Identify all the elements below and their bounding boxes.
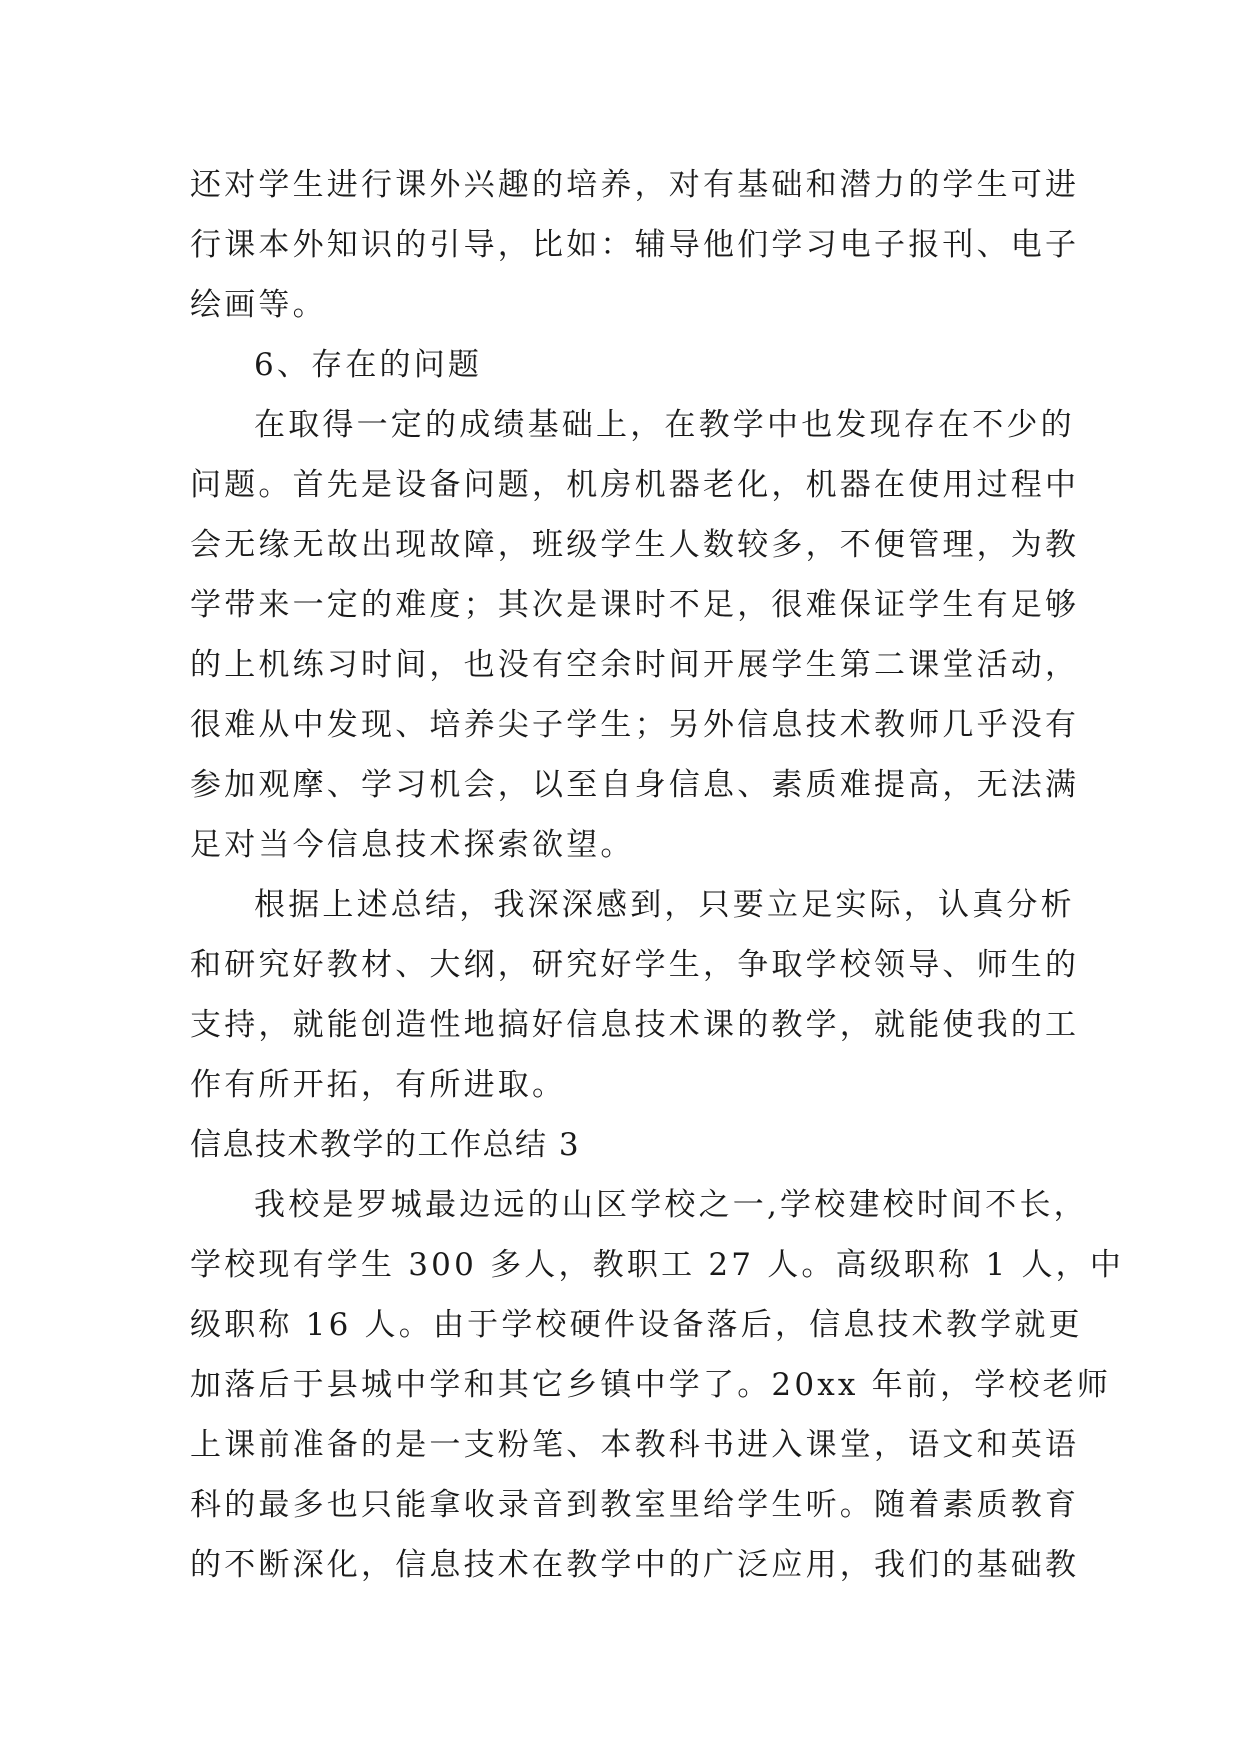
paragraph-line: 和研究好教材、大纲，研究好学生，争取学校领导、师生的 (190, 947, 1080, 983)
paragraph-line: 支持，就能创造性地搞好信息技术课的教学，就能使我的工 (190, 1007, 1080, 1043)
paragraph-line: 在取得一定的成绩基础上，在教学中也发现存在不少的 (254, 407, 1075, 443)
paragraph-line: 作有所开拓，有所进取。 (190, 1067, 567, 1103)
paragraph-line: 还对学生进行课外兴趣的培养，对有基础和潜力的学生可进 (190, 167, 1080, 203)
paragraph-line: 的不断深化，信息技术在教学中的广泛应用，我们的基础教 (190, 1547, 1080, 1583)
paragraph-line: 加落后于县城中学和其它乡镇中学了。20xx 年前，学校老师 (190, 1367, 1112, 1403)
paragraph-line: 足对当今信息技术探索欲望。 (190, 827, 635, 863)
paragraph-line: 的上机练习时间，也没有空余时间开展学生第二课堂活动， (190, 647, 1080, 683)
paragraph-line: 根据上述总结，我深深感到，只要立足实际，认真分析 (254, 887, 1075, 923)
paragraph-line: 绘画等。 (190, 287, 327, 323)
document-title: 信息技术教学的工作总结 3 (190, 1127, 581, 1163)
paragraph-line: 级职称 16 人。由于学校硬件设备落后，信息技术教学就更 (190, 1307, 1083, 1343)
paragraph-line: 学校现有学生 300 多人，教职工 27 人。高级职称 1 人，中 (190, 1247, 1125, 1283)
paragraph-line: 参加观摩、学习机会，以至自身信息、素质难提高，无法满 (190, 767, 1080, 803)
paragraph-line: 问题。首先是设备问题，机房机器老化，机器在使用过程中 (190, 467, 1080, 503)
document-body (190, 155, 1125, 1595)
paragraph-line: 行课本外知识的引导，比如：辅导他们学习电子报刊、电子 (190, 227, 1080, 263)
paragraph-line: 学带来一定的难度；其次是课时不足，很难保证学生有足够 (190, 587, 1080, 623)
paragraph-line: 会无缘无故出现故障，班级学生人数较多，不便管理，为教 (190, 527, 1080, 563)
paragraph-line: 很难从中发现、培养尖子学生；另外信息技术教师几乎没有 (190, 707, 1080, 743)
section-heading: 6、存在的问题 (254, 347, 483, 383)
paragraph-line: 我校是罗城最边远的山区学校之一,学校建校时间不长， (254, 1187, 1088, 1223)
paragraph-line: 科的最多也只能拿收录音到教室里给学生听。随着素质教育 (190, 1487, 1080, 1523)
paragraph-line: 上课前准备的是一支粉笔、本教科书进入课堂，语文和英语 (190, 1427, 1080, 1463)
